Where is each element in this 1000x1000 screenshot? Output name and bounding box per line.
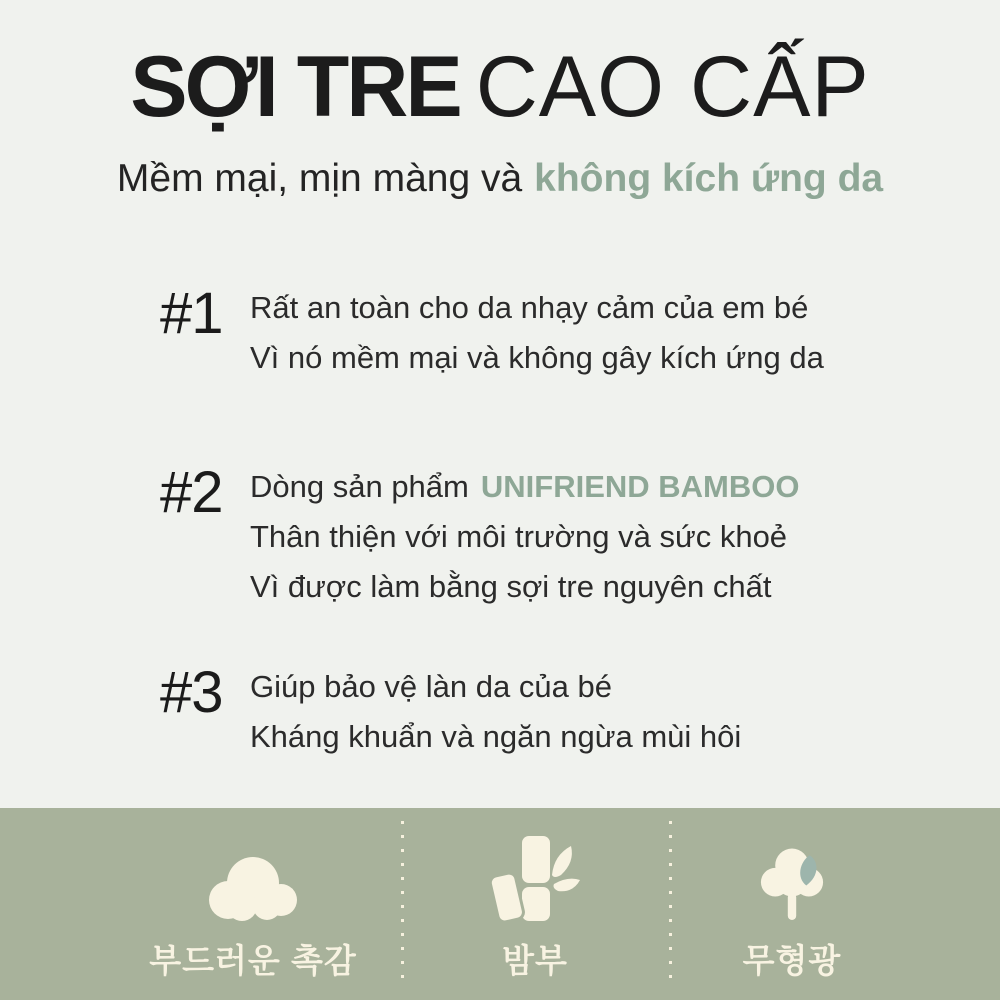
feature-label: 무형광 <box>742 942 842 979</box>
benefit-line: Vì nó mềm mại và không gây kích ứng da <box>250 340 824 375</box>
bamboo-icon <box>488 834 583 922</box>
feature-strip <box>0 808 1000 1000</box>
benefit-line <box>250 462 799 512</box>
benefit-number: #3 <box>160 660 223 725</box>
benefit-line: Giúp bảo vệ làn da của bé <box>250 669 612 704</box>
benefit-text <box>250 283 824 383</box>
benefit-text <box>250 662 741 762</box>
benefit-line: Vì được làm bằng sợi tre nguyên chất <box>250 569 772 604</box>
feature-no-fluorescence <box>652 836 932 982</box>
page-title <box>0 38 1000 137</box>
title-bold-part: SỢI TRE <box>130 39 460 135</box>
feature-bamboo <box>395 836 675 982</box>
feature-label: 부드러운 촉감 <box>149 942 357 979</box>
benefit-line: Rất an toàn cho da nhạy cảm của em bé <box>250 290 809 325</box>
benefit-line: Thân thiện với môi trường và sức khoẻ <box>250 519 788 554</box>
feature-soft-touch <box>113 836 393 982</box>
subtitle-accent-part: không kích ứng da <box>534 157 884 200</box>
benefit-line: Kháng khuẩn và ngăn ngừa mùi hôi <box>250 719 742 754</box>
brand-name: UNIFRIEND BAMBOO <box>480 469 800 504</box>
subtitle <box>0 157 1000 201</box>
subtitle-plain-part: Mềm mại, mịn màng và <box>116 157 523 200</box>
benefit-item-3 <box>160 662 741 762</box>
benefit-item-1 <box>160 283 824 383</box>
benefit-number: #2 <box>160 460 223 525</box>
benefit-item-2 <box>160 462 799 612</box>
title-light-part: CAO CẤP <box>475 39 870 135</box>
cotton-flower-icon <box>750 844 834 922</box>
benefit-text <box>250 462 799 612</box>
feature-label: 밤부 <box>502 942 568 979</box>
cloud-icon <box>199 854 307 922</box>
benefit-line-plain: Dòng sản phẩm <box>250 469 469 504</box>
benefit-number: #1 <box>160 281 223 346</box>
